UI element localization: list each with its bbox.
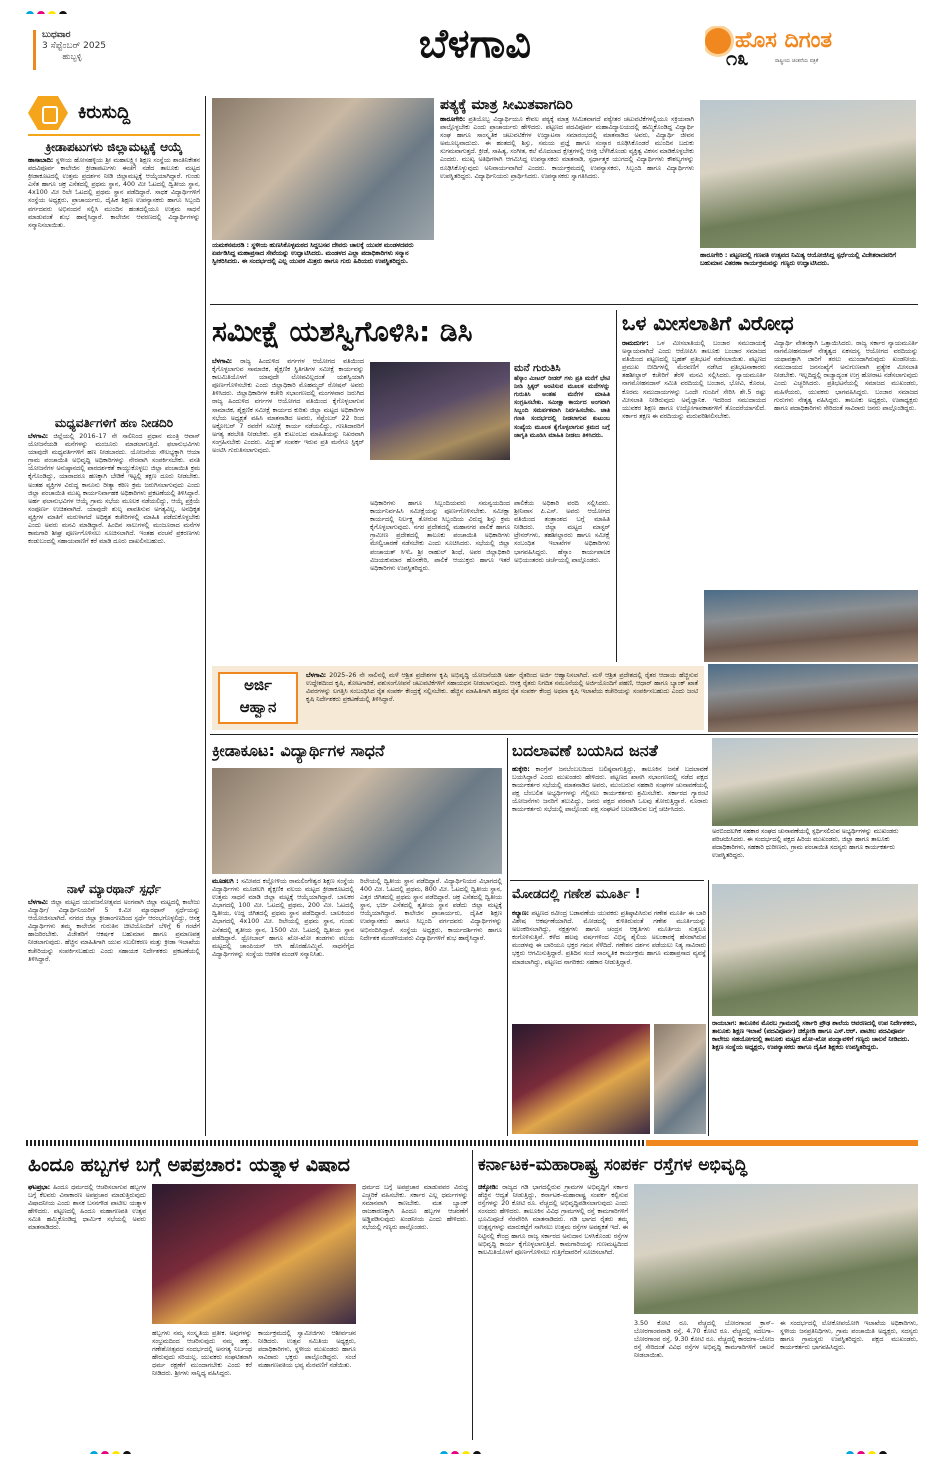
story-text: ಕಾಂಗ್ರೆಸ್ ಜನಬೆಂಬಲದಿಂದ ಬಲಿಷ್ಠವಾಗುತ್ತಿದ್ದು, ತಾಲೂಕಿನ ಜನತೆ ಬದಲಾವಣೆ ಬಯಸಿದ್ದಾರೆ ಎಂದು ಮುಖಂಡರು ಹೇಳಿದರು. ಪಟ್ಟಣದ ಖಾಸಗಿ ಸಭಾಂಗಣದಲ್ಲಿ ನಡೆದ ಪಕ್ಷದ ಕಾರ್ಯಕರ್ತರ ಸಭೆಯಲ್ಲಿ ಮಾತನಾಡಿದ ಅವರು, ಮುಂಬರುವ ಸಹಕಾರಿ ಸಂಘಗಳ ಚುನಾವಣೆಯಲ್ಲಿ ಪಕ್ಷ ಬೆಂಬಲಿತ ಅಭ್ಯರ್ಥಿಗಳನ್ನು ಗೆಲ್ಲಿಸಲು ಕಾರ್ಯಕರ್ತರು ಶ್ರಮಿಸಬೇಕು. ಸರ್ಕಾರದ ಗ್ಯಾರಂಟಿ ಯೋಜನೆಗಳು ಜನರಿಗೆ ತಲುಪಿದ್ದು, ಜನರು ಪಕ್ಷದ ಪರವಾಗಿ ಒಲವು ತೋರುತ್ತಿದ್ದಾರೆ. ನೂರಾರು ಕಾರ್ಯಕರ್ತರು ಸಭೆಯಲ್ಲಿ ಪಾಲ್ಗೊಂಡು ಪಕ್ಷ ಸಂಘಟನೆ ಬಲಪಡಿಸುವ ಬಗ್ಗೆ ಚರ್ಚಿಸಿದರು.: [512, 766, 708, 814]
roads-body-c: 3.50 ಕೋಟಿ ರೂ. ವೆಚ್ಚದಲ್ಲಿ ಬೋರಗಾಂವ ಕ್ರಾಸ್‌–ಬೋರಗಾಂವವಾಡಿ ರಸ್ತೆ, 4.70 ಕೋಟಿ ರೂ. ವೆಚ್ಚದಲ್ಲಿ ಸದಲಗಾ–ಬೋರಗಾಂವ ರಸ್ತೆ, 9.30 ಕೋಟಿ ರೂ. ವೆಚ್ಚದಲ್ಲಿ ಕಾರದಗಾ–ಬೋಜ ರಸ್ತೆ ಸೇರಿದಂತೆ ವಿವಿಧ ರಸ್ತೆಗಳ ಅಭಿವೃದ್ಧಿ ಕಾಮಗಾರಿಗಳಿಗೆ ಚಾಲನೆ ನೀಡಲಾಯಿತು.: [634, 1320, 774, 1360]
story-headline: ಪತ್ಯಕ್ಕೆ ಮಾತ್ರ ಸೀಮಿತವಾಗದಿರಿ: [440, 97, 573, 113]
dateline: ರಾಮದುರ್ಗ:: [622, 340, 649, 347]
pointing-hand-icon: [28, 96, 68, 130]
kreeda-body-left: [212, 878, 354, 1136]
story-text: ಸಮೀಪದ ಕಲ್ಲೋಳಿಯ ರಾಮಲಿಂಗೇಶ್ವರ ಶಿಕ್ಷಣ ಸಂಸ್ಥೆಯ ವಿದ್ಯಾರ್ಥಿಗಳು ಮೂಡಲಗಿ ಶೈಕ್ಷಣಿಕ ವಲಯ ಮಟ್ಟದ ಕ್ರೀಡಾಕೂಟದಲ್ಲಿ ಉತ್ತಮ ಸಾಧನೆ ಮಾಡಿ ಜಿಲ್ಲಾ ಮಟ್ಟಕ್ಕೆ ಆಯ್ಕೆಯಾಗಿದ್ದಾರೆ. ಬಾಲಕರ ವಿಭಾಗದಲ್ಲಿ 100 ಮೀ. ಓಟದಲ್ಲಿ ಪ್ರಥಮ, 200 ಮೀ. ಓಟದಲ್ಲಿ ದ್ವಿತೀಯ, ಉದ್ದ ಜಿಗಿತದಲ್ಲಿ ಪ್ರಥಮ ಸ್ಥಾನ ಪಡೆದಿದ್ದಾರೆ. ಬಾಲಕಿಯರ ವಿಭಾಗದಲ್ಲಿ 4x100 ಮೀ. ರಿಲೇಯಲ್ಲಿ ಪ್ರಥಮ ಸ್ಥಾನ, ಗುಂಡು ಎಸೆತದಲ್ಲಿ ತೃತೀಯ ಸ್ಥಾನ, 1500 ಮೀ. ಓಟದಲ್ಲಿ ದ್ವಿತೀಯ ಸ್ಥಾನ ಪಡೆದಿದ್ದಾರೆ. ಥ್ರೋಬಾಲ್ ಹಾಗೂ ಖೋ-ಖೋ ತಂಡಗಳು ವಲಯ ಮಟ್ಟದಲ್ಲಿ ಚಾಂಪಿಯನ್ ಆಗಿ ಹೊರಹೊಮ್ಮಿವೆ. ಸಾಧನೆಗೈದ ವಿದ್ಯಾರ್ಥಿಗಳನ್ನು ಸಂಸ್ಥೆಯ ಆಡಳಿತ ಮಂಡಳಿ ಸನ್ಮಾನಿಸಿತು.: [212, 878, 354, 958]
story-text: ಪಟ್ಟಣದ ರವೀಂದ್ರ ಬಡಾವಣೆಯ ಯುವಕರು ಪ್ರತಿಷ್ಠಾಪಿಸಿರುವ ಗಣೇಶ ಮೂರ್ತಿ ಈ ಬಾರಿ ವಿಶೇಷ ಆಕರ್ಷಣೆಯಾಗಿದೆ. ಮೋಡದಲ್ಲಿ ಕುಳಿತಿರುವಂತೆ ಗಣೇಶ ಮೂರ್ತಿಯನ್ನು ಅಲಂಕರಿಸಲಾಗಿದ್ದು, ನಕ್ಷತ್ರಗಳು ಹಾಗೂ ಚಂದ್ರನ ಆಕೃತಿಗಳು ಮೂರ್ತಿಯ ಸುತ್ತಲೂ ಕಂಗೊಳಿಸುತ್ತಿವೆ. ಕಳೆದ ಹಲವು ವರ್ಷಗಳಿಂದ ವಿಭಿನ್ನ ಶೈಲಿಯ ಅಲಂಕಾರಕ್ಕೆ ಹೆಸರಾಗಿರುವ ಮಂಡಳವು ಈ ಬಾರಿಯೂ ಭಕ್ತರ ಗಮನ ಸೆಳೆದಿದೆ. ಗಣೇಶನ ದರ್ಶನ ಪಡೆಯಲು ನಿತ್ಯ ಸಾವಿರಾರು ಭಕ್ತರು ಆಗಮಿಸುತ್ತಿದ್ದಾರೆ. ಪ್ರತಿದಿನ ಸಂಜೆ ಸಾಂಸ್ಕೃತಿಕ ಕಾರ್ಯಕ್ರಮ ಹಾಗೂ ಮಹಾಪ್ರಸಾದ ವ್ಯವಸ್ಥೆ ಮಾಡಲಾಗಿದ್ದು, ಪಟ್ಟಣದ ನಾಗರಿಕರು ಸಹಕಾರ ನೀಡುತ್ತಿದ್ದಾರೆ.: [512, 910, 706, 966]
photo-students: [212, 768, 502, 874]
mane-gurutisi-box: [514, 362, 610, 500]
story-body: [28, 899, 200, 964]
arji-ahvana-box: [212, 666, 704, 730]
bottom-divider-accent: [646, 1140, 918, 1146]
ola-body-right: ವಿದ್ಯಾರ್ಥಿ ವೇತನಕ್ಕಾಗಿ ಒತ್ತಾಯಿಸಿದರು. ರಾಜ್ಯ ಸರ್ಕಾರ ನ್ಯಾಯಮೂರ್ತಿ ನಾಗಮೋಹನದಾಸ್ ನೇತೃತ್ವದ ಏಕಸದಸ್ಯ ಆಯೋಗದ ವರದಿಯನ್ನು ಯಥಾವತ್ತಾಗಿ ಜಾರಿಗೆ ತರಲು ಮುಂದಾಗಿರುವುದು ಖಂಡನೀಯ. ಸಮುದಾಯದ ಜನಸಂಖ್ಯೆಗೆ ಅನುಗುಣವಾಗಿ ಪ್ರತ್ಯೇಕ ಮೀಸಲಾತಿ ನೀಡಬೇಕು. ಇಲ್ಲದಿದ್ದಲ್ಲಿ ರಾಜ್ಯಾದ್ಯಂತ ಉಗ್ರ ಹೋರಾಟ ನಡೆಸಲಾಗುವುದು ಎಂದು ಎಚ್ಚರಿಸಿದರು. ಪ್ರತಿಭಟನೆಯಲ್ಲಿ ಸಮಾಜದ ಮುಖಂಡರು, ಮಹಿಳೆಯರು, ಯುವಕರು ಭಾಗವಹಿಸಿದ್ದರು. ಬಂಜಾರ ಸಮಾಜದ ಗುರುಗಳು ನೇತೃತ್ವ ವಹಿಸಿದ್ದರು. ತಾಲೂಕು ಅಧ್ಯಕ್ಷರು, ಉಪಾಧ್ಯಕ್ಷರು ಹಾಗೂ ಪದಾಧಿಕಾರಿಗಳು ಸೇರಿದಂತೆ ಸಾವಿರಾರು ಜನರು ಪಾಲ್ಗೊಂಡಿದ್ದರು.: [774, 340, 918, 412]
masthead-date-block: [33, 30, 163, 70]
photo-dc-meeting: [370, 362, 510, 460]
dateline: ಕಲ್ಯಾಣ:: [512, 910, 529, 917]
yatnal-body-c: ಕಾರ್ಯಕ್ರಮದಲ್ಲಿ ಸ್ವಾಮೀಜಿಗಳು ಆಶೀರ್ವಚನ ನೀಡಿದರು. ಉತ್ಸವ ಸಮಿತಿಯ ಅಧ್ಯಕ್ಷರು, ಪದಾಧಿಕಾರಿಗಳು, ಸ್ಥಳೀಯ ಮುಖಂಡರು ಹಾಗೂ ಸಾವಿರಾರು ಭಕ್ತರು ಪಾಲ್ಗೊಂಡಿದ್ದರು. ಸಂಜೆ ಮಹಾಗಣಪತಿಯ ಭವ್ಯ ಮೆರವಣಿಗೆ ನಡೆಯಿತು.: [258, 1330, 356, 1370]
box-body: ಹೆಸ್ಕಾಂ ಮೀಟರ್ ರೀಡರ್ ಗಳು ಪ್ರತಿ ಮನೆಗೆ ಭೇಟಿ ನೀಡಿ ಸ್ಟಿಕ್ಕರ್ ಅಂಟಿಸುವ ಮೂಲಕ ಮನೆಗಳನ್ನು ಗುರುತಿಸಿ ಅಂತಹ ಮನೆಗಳ ಮಾಹಿತಿ ಸಂಗ್ರಹಿಸಬೇಕು. ಸಮೀಕ್ಷಾ ಕಾರ್ಯದ ಅಂಗವಾಗಿ ಸಿಬ್ಬಂದಿ ಸಮರ್ಪಕವಾಗಿ ನಿರ್ವಹಿಸಬೇಕು. ಜಾತಿ ಗಣತಿ ಸಂದರ್ಭದಲ್ಲಿ ನೀಡಲಾಗುವ ಕುಟುಂಬ ಸಂಖ್ಯೆಯ ಮೂಲಕ ಕೈಗೊಳ್ಳಲಾಗುವ ಕ್ರಮದ ಬಗ್ಗೆ ಜಾಗೃತಿ ಮೂಡಿಸಿ ಮಾಹಿತಿ ನೀಡಲು ತಿಳಿಸಿದರು.: [514, 375, 610, 439]
story-headline-kreeda: ಕ್ರೀಡಾಕೂಟ: ವಿದ್ಯಾರ್ಥಿಗಳ ಸಾಧನೆ: [212, 741, 385, 760]
photo-raybag: [712, 884, 918, 1016]
kirusuddi-rule: [28, 134, 200, 136]
yatnal-body-d: ಧರ್ಮದ ಬಗ್ಗೆ ಅಪಪ್ರಚಾರ ಮಾಡುವವರ ವಿರುದ್ಧ ಎಚ್ಚರಿಕೆ ವಹಿಸಬೇಕು. ಸರ್ಕಾರ ಎಲ್ಲ ಧರ್ಮಗಳನ್ನು ಸಮಾನವಾಗಿ ಕಾಣಬೇಕು. ಮತ ಬ್ಯಾಂಕ್ ರಾಜಕಾರಣಕ್ಕಾಗಿ ಹಿಂದೂ ಹಬ್ಬಗಳ ಆಚರಣೆಗೆ ಅಡ್ಡಿಪಡಿಸುವುದು ಖಂಡನೀಯ ಎಂದು ಹೇಳಿದರು. ಸಭೆಯಲ್ಲಿ ಗಣ್ಯರು ಪಾಲ್ಗೊಂಡರು.: [362, 1184, 468, 1232]
photo-road-inauguration: [634, 1184, 918, 1314]
photo-yamakanamaradi: [212, 98, 434, 240]
kirusuddi-header: [28, 96, 198, 130]
story-headline: ಕ್ರೀಡಾಪಟುಗಳು ಜಿಲ್ಲಾಮಟ್ಟಕ್ಕೆ ಆಯ್ಕೆ: [45, 140, 183, 154]
yatnal-body-a: [28, 1184, 146, 1440]
story-body: [440, 116, 694, 181]
story-ola-meesalati: [622, 310, 918, 662]
page-number: ೧೩: [726, 46, 749, 70]
masthead-city: ಹುಬ್ಬಳ್ಳಿ: [62, 52, 82, 61]
arji-label-line2: ಆಹ್ವಾನ: [239, 698, 277, 716]
dateline: ಹುಕ್ಕೇರಿ:: [512, 766, 530, 773]
registration-dots-top: [26, 4, 86, 14]
column-rule-5: [472, 1150, 473, 1440]
story-body: [28, 433, 200, 546]
story-headline-ganesha: ಮೋಡದಲ್ಲಿ ಗಣೇಶ ಮೂರ್ತಿ !: [512, 887, 641, 902]
story-marathon: [28, 882, 200, 1132]
story-headline: ಒಳ ಮೀಸಲಾತಿಗೆ ವಿರೋಧ: [622, 311, 794, 335]
dateline: ಮೂಡಲಗಿ :: [212, 878, 239, 885]
photo-ganesha-idol: [512, 1024, 650, 1134]
photo-caption: ಹಾರೂಗೇರಿ : ಪಟ್ಟಣದಲ್ಲಿ ಗಣಪತಿ ಉತ್ಸವದ ನಿಮಿತ್ಯ ಆಯೋಜಿಸಿದ್ದ ಸ್ಪರ್ಧೆಯಲ್ಲಿ ವಿಜೇತರಾದವರಿಗೆ ಬಹುಮಾನ ವಿತರಣಾ ಕಾರ್ಯಕ್ರಮವನ್ನು ಗಣ್ಯರು ಉದ್ಘಾಟಿಸಿದರು.: [700, 252, 897, 267]
brand-tagline: ರಾಷ್ಟ್ರೀಯ ಚಿಂತನೆಯ ಪತ್ರಿಕೆ: [775, 58, 819, 64]
masthead-date: 3 ಸೆಪ್ಟೆಂಬರ್ 2025: [42, 41, 107, 51]
story-text: ಸ್ಥಳೀಯ ಹೋಸಹಳ್ಳಿಯ ಶ್ರೀ ಮಹಾಲಕ್ಷ್ಮೀ ಶಿಕ್ಷಣ ಸಂಸ್ಥೆಯ ಶಾಂತಿನಿಕೇತನ ಪದವಿಪೂರ್ವ ಕಾಲೇಜಿನ ಕ್ರೀಡಾಪಟುಗಳು ಈಚೆಗೆ ನಡೆದ ತಾಲೂಕು ಮಟ್ಟದ ಕ್ರೀಡಾಕೂಟದಲ್ಲಿ ಉತ್ತಮ ಪ್ರದರ್ಶನ ನೀಡಿ ಜಿಲ್ಲಾಮಟ್ಟಕ್ಕೆ ಆಯ್ಕೆಯಾಗಿದ್ದಾರೆ. ಗುಂಡು ಎಸೆತ ಹಾಗೂ ಚಕ್ರ ಎಸೆತದಲ್ಲಿ ಪ್ರಥಮ ಸ್ಥಾನ, 400 ಮೀ ಓಟದಲ್ಲಿ ದ್ವಿತೀಯ ಸ್ಥಾನ, 4x100 ಮೀ ರಿಲೇ ಓಟದಲ್ಲಿ ಪ್ರಥಮ ಸ್ಥಾನ ಪಡೆದಿದ್ದಾರೆ. ಸಾಧಕ ವಿದ್ಯಾರ್ಥಿಗಳಿಗೆ ಸಂಸ್ಥೆಯ ಅಧ್ಯಕ್ಷರು, ಪ್ರಾಚಾರ್ಯರು, ದೈಹಿಕ ಶಿಕ್ಷಣ ಉಪನ್ಯಾಸಕರು ಹಾಗೂ ಸಿಬ್ಬಂದಿ ವರ್ಗದವರು ಅಭಿನಂದನೆ ಸಲ್ಲಿಸಿ ಮುಂದಿನ ಹಂತದಲ್ಲಿಯೂ ಉತ್ತಮ ಸಾಧನೆ ಮಾಡುವಂತೆ ಶುಭ ಹಾರೈಸಿದ್ದಾರೆ. ಕಾಲೇಜಿನ ಆವರಣದಲ್ಲಿ ವಿದ್ಯಾರ್ಥಿಗಳನ್ನು ಸನ್ಮಾನಿಸಲಾಯಿತು.: [28, 157, 200, 229]
kreeda-body-right: ರಿಲೇಯಲ್ಲಿ ದ್ವಿತೀಯ ಸ್ಥಾನ ಪಡೆದಿದ್ದಾರೆ. ವಿದ್ಯಾರ್ಥಿನಿಯರ ವಿಭಾಗದಲ್ಲಿ 400 ಮೀ. ಓಟದಲ್ಲಿ ಪ್ರಥಮ, 800 ಮೀ. ಓಟದಲ್ಲಿ ದ್ವಿತೀಯ ಸ್ಥಾನ, ಎತ್ತರ ಜಿಗಿತದಲ್ಲಿ ಪ್ರಥಮ ಸ್ಥಾನ ಪಡೆದಿದ್ದಾರೆ. ಚಕ್ರ ಎಸೆತದಲ್ಲಿ ದ್ವಿತೀಯ ಸ್ಥಾನ, ಭರ್ಚಿ ಎಸೆತದಲ್ಲಿ ತೃತೀಯ ಸ್ಥಾನ ಪಡೆದು ಜಿಲ್ಲಾ ಮಟ್ಟಕ್ಕೆ ಆಯ್ಕೆಯಾಗಿದ್ದಾರೆ. ಕಾಲೇಜಿನ ಪ್ರಾಚಾರ್ಯರು, ದೈಹಿಕ ಶಿಕ್ಷಣ ಉಪನ್ಯಾಸಕರು ಹಾಗೂ ಸಿಬ್ಬಂದಿ ವರ್ಗದವರು ವಿದ್ಯಾರ್ಥಿಗಳನ್ನು ಅಭಿನಂದಿಸಿದ್ದಾರೆ. ಸಂಸ್ಥೆಯ ಅಧ್ಯಕ್ಷರು, ಕಾರ್ಯದರ್ಶಿಗಳು ಹಾಗೂ ನಿರ್ದೇಶಕ ಮಂಡಳಿಯವರು ವಿದ್ಯಾರ್ಥಿಗಳಿಗೆ ಶುಭ ಹಾರೈಸಿದ್ದಾರೆ.: [360, 878, 502, 942]
photo-yatnal-event: [152, 1184, 356, 1324]
top-row-rule: [210, 304, 918, 305]
kirusuddi-title: ಕಿರುಸುದ್ದಿ: [78, 102, 131, 123]
photo-caption: ರಾಯಬಾಗ: ತಾಲೂಕಿನ ಮೊರಬ ಗ್ರಾಮದಲ್ಲಿ ಸರ್ಕಾರಿ ಪ್ರೌಢ ಶಾಲೆಯ ಆವರಣದಲ್ಲಿ ಉಪ ನಿರ್ದೇಶಕರು, ತಾಲೂಕು ಶಿಕ್ಷಣ ಇಲಾಖೆ (ಪದವಿಪೂರ್ವ) ಚಿಕ್ಕೋಡಿ ಹಾಗೂ ಎಸ್.ಆರ್. ಪಾಟೀಲ ಪದವಿಪೂರ್ವ ಕಾಲೇಜು ಸಹಯೋಗದಲ್ಲಿ ತಾಲೂಕು ಮಟ್ಟದ ಖೋ-ಖೋ ಪಂದ್ಯಾವಳಿಗೆ ಗಣ್ಯರು ಚಾಲನೆ ನೀಡಿದರು. ಶಿಕ್ಷಣ ಸಂಸ್ಥೆಯ ಅಧ್ಯಕ್ಷರು, ಉಪನ್ಯಾಸಕರು ಹಾಗೂ ದೈಹಿಕ ಶಿಕ್ಷಕರು ಉಪಸ್ಥಿತರಿದ್ದರು.: [712, 1020, 918, 1051]
box-headline: ಮನೆ ಗುರುತಿಸಿ: [514, 363, 561, 374]
story-text: ಪ್ರತಿಯೊಬ್ಬ ವಿದ್ಯಾರ್ಥಿಯೂ ಕೇವಲ ಪಠ್ಯಕ್ಕೆ ಮಾತ್ರ ಸೀಮಿತವಾಗದೆ ಪಠ್ಯೇತರ ಚಟುವಟಿಕೆಗಳಲ್ಲಿಯೂ ಸಕ್ರಿಯವಾಗಿ ಪಾಲ್ಗೊಳ್ಳಬೇಕು ಎಂದು ಪ್ರಾಚಾರ್ಯರು ಹೇಳಿದರು. ಪಟ್ಟಣದ ಪದವಿಪೂರ್ವ ಮಹಾವಿದ್ಯಾಲಯದಲ್ಲಿ ಹಮ್ಮಿಕೊಂಡಿದ್ದ ವಿದ್ಯಾರ್ಥಿ ಸಂಘ ಹಾಗೂ ಸಾಂಸ್ಕೃತಿಕ ಚಟುವಟಿಕೆಗಳ ಉದ್ಘಾಟನಾ ಸಮಾರಂಭದಲ್ಲಿ ಮಾತನಾಡಿದ ಅವರು, ವಿದ್ಯಾರ್ಥಿ ಜೀವನ ಅಮೂಲ್ಯವಾದುದು. ಈ ಹಂತದಲ್ಲಿ ಶಿಸ್ತು, ಸಮಯ ಪ್ರಜ್ಞೆ ಹಾಗೂ ಸಂಸ್ಕಾರ ರೂಢಿಸಿಕೊಂಡರೆ ಮುಂದಿನ ಬದುಕು ಸುಗಮವಾಗುತ್ತದೆ. ಕ್ರೀಡೆ, ಸಾಹಿತ್ಯ, ಸಂಗೀತ, ಕಲೆ ಮೊದಲಾದ ಕ್ಷೇತ್ರಗಳಲ್ಲಿ ಆಸಕ್ತಿ ಬೆಳೆಸಿಕೊಂಡು ವ್ಯಕ್ತಿತ್ವ ವಿಕಸನ ಮಾಡಿಕೊಳ್ಳಬೇಕು ಎಂದರು. ಮುಖ್ಯ ಅತಿಥಿಗಳಾಗಿ ಆಗಮಿಸಿದ್ದ ಉಪನ್ಯಾಸಕರು ಮಾತನಾಡಿ, ಸ್ಪರ್ಧಾತ್ಮಕ ಯುಗದಲ್ಲಿ ವಿದ್ಯಾರ್ಥಿಗಳು ಕೌಶಲ್ಯಗಳನ್ನು ರೂಢಿಸಿಕೊಳ್ಳುವುದು ಅನಿವಾರ್ಯವಾಗಿದೆ ಎಂದರು. ಕಾರ್ಯಕ್ರಮದಲ್ಲಿ ಉಪನ್ಯಾಸಕರು, ಸಿಬ್ಬಂದಿ ಹಾಗೂ ವಿದ್ಯಾರ್ಥಿಗಳು ಉಪಸ್ಥಿತರಿದ್ದರು. ವಿದ್ಯಾರ್ಥಿನಿಯರು ಪ್ರಾರ್ಥಿಸಿದರು. ಉಪನ್ಯಾಸಕರು ಸ್ವಾಗತಿಸಿದರು.: [440, 116, 694, 180]
story-text: ಒಳ ಮೀಸಲಾತಿಯಲ್ಲಿ ಬಂಜಾರ ಸಮುದಾಯಕ್ಕೆ ಅನ್ಯಾಯವಾಗಿದೆ ಎಂದು ಆರೋಪಿಸಿ ತಾಲೂಕು ಬಂಜಾರ ಸಮಾಜದ ವತಿಯಿಂದ ಪಟ್ಟಣದಲ್ಲಿ ಬೃಹತ್ ಪ್ರತಿಭಟನೆ ನಡೆಸಲಾಯಿತು. ಪಟ್ಟಣದ ಪ್ರಮುಖ ಬೀದಿಗಳಲ್ಲಿ ಮೆರವಣಿಗೆ ನಡೆಸಿದ ಪ್ರತಿಭಟನಾಕಾರರು ತಹಶೀಲ್ದಾರ್ ಕಚೇರಿಗೆ ತೆರಳಿ ಮನವಿ ಸಲ್ಲಿಸಿದರು. ನ್ಯಾಯಮೂರ್ತಿ ನಾಗಮೋಹನದಾಸ್ ಸಮಿತಿ ವರದಿಯಲ್ಲಿ ಬಂಜಾರ, ಭೋವಿ, ಕೊರಚ, ಕೊರಮ ಸಮುದಾಯಗಳನ್ನು ಒಂದೇ ಗುಂಪಿಗೆ ಸೇರಿಸಿ ಶೇ.5 ರಷ್ಟು ಮೀಸಲಾತಿ ನೀಡಿರುವುದು ಅವೈಜ್ಞಾನಿಕ. ಇದರಿಂದ ಸಮುದಾಯದ ಯುವಕರ ಶಿಕ್ಷಣ ಹಾಗೂ ಉದ್ಯೋಗಾವಕಾಶಗಳಿಗೆ ತೊಂದರೆಯಾಗಲಿದೆ. ಸರ್ಕಾರ ತಕ್ಷಣ ಈ ವರದಿಯನ್ನು ಮರುಪರಿಶೀಲಿಸಬೇಕು.: [622, 340, 766, 420]
story-patyakke: [440, 96, 694, 302]
story-headline-dc: ಸಮೀಕ್ಷೆ ಯಶಸ್ವಿಗೊಳಿಸಿ: ಡಿಸಿ: [212, 315, 473, 348]
brand-name: ಹೊಸ ದಿಗಂತ: [735, 28, 833, 53]
dc-body-mid: ಅಧಿಕಾರಿಗಳು ಹಾಗೂ ಸಿಬ್ಬಂದಿಯವರು ಸಮನ್ವಯದಿಂದ ಕಾರ್ಯನಿರ್ವಹಿಸಿ ಸಮೀಕ್ಷೆಯನ್ನು ಪೂರ್ಣಗೊಳಿಸಬೇಕು. ಸಮೀಕ್ಷಾ ಕಾರ್ಯದಲ್ಲಿ ನಿರ್ಲಕ್ಷ್ಯ ತೋರುವ ಸಿಬ್ಬಂದಿಯ ವಿರುದ್ಧ ಶಿಸ್ತು ಕ್ರಮ ಕೈಗೊಳ್ಳಲಾಗುವುದು. ನಗರ ಪ್ರದೇಶದಲ್ಲಿ ಮಹಾನಗರ ಪಾಲಿಕೆ ಹಾಗೂ ಗ್ರಾಮೀಣ ಪ್ರದೇಶದಲ್ಲಿ ತಾಲೂಕು ಪಂಚಾಯಿತಿ ಅಧಿಕಾರಿಗಳು ಮೇಲ್ವಿಚಾರಣೆ ನಡೆಸಬೇಕು ಎಂದು ಸೂಚಿಸಿದರು. ಸಭೆಯಲ್ಲಿ ಜಿಲ್ಲಾ ಪಂಚಾಯತ್ ಸಿಇಓ ಶ್ರೀ ರಾಹುಲ್ ಶಿಂಧೆ, ಅಪರ ಜಿಲ್ಲಾಧಿಕಾರಿ ವಿಜಯಕುಮಾರ ಹೊನಕೇರಿ, ಪಾಲಿಕೆ ಆಯುಕ್ತರು ಹಾಗೂ ಇತರೆ ಅಧಿಕಾರಿಗಳು ಉಪಸ್ಥಿತರಿದ್ದರು.: [370, 500, 510, 572]
arji-label-line1: ಅರ್ಜಿ: [244, 676, 272, 694]
photo-caption: ಯಮಕನಮರಡಿ : ಸ್ಥಳೀಯ ಹುಣಸಿಕೊಳ್ಳಮಠದ ಸಿದ್ದಬಸವ ದೇವರು ಚಾಲಕ್ಕೆ ಯುವಕ ಮಂಡಳದವರು ಏರ್ಪಡಿಸಿದ್ದ ಮಹಾಪ್ರಸಾದ ಸೇವೆಯನ್ನು ಉದ್ಘಾಟಿಸಿದರು. ಮಂಡಳದ ಎಲ್ಲಾ ಪದಾಧಿಕಾರಿಗಳು ಸನ್ಮಾನ ಸ್ವೀಕರಿಸಿದರು. ಈ ಸಂದರ್ಭದಲ್ಲಿ ಎಲ್ಲ ಯುವಕ ಮಿತ್ರರು ಹಾಗೂ ಗುರು ಹಿರಿಯರು ಉಪಸ್ಥಿತರಿದ್ದರು.: [212, 242, 414, 265]
story-headline-roads: ಕರ್ನಾಟಕ-ಮಹಾರಾಷ್ಟ್ರ ಸಂಪರ್ಕ ರಸ್ತೆಗಳ ಅಭಿವೃದ್ಧಿ: [478, 1155, 748, 1175]
ola-body-left: [622, 340, 766, 586]
story-text: ರಾಜ್ಯದ ಗಡಿ ಭಾಗದಲ್ಲಿರುವ ಗ್ರಾಮಗಳ ಅಭಿವೃದ್ಧಿಗೆ ಸರ್ಕಾರ ಹೆಚ್ಚಿನ ಆದ್ಯತೆ ನೀಡುತ್ತಿದ್ದು, ಕರ್ನಾಟಕ–ಮಹಾರಾಷ್ಟ್ರ ಸಂಪರ್ಕ ಕಲ್ಪಿಸುವ ರಸ್ತೆಗಳನ್ನು 20 ಕೋಟಿ ರೂ. ವೆಚ್ಚದಲ್ಲಿ ಅಭಿವೃದ್ಧಿಪಡಿಸಲಾಗುವುದು ಎಂದು ಸಂಸದರು ಹೇಳಿದರು. ತಾಲೂಕಿನ ವಿವಿಧ ಗ್ರಾಮಗಳಲ್ಲಿ ರಸ್ತೆ ಕಾಮಗಾರಿಗಳಿಗೆ ಭೂಮಿಪೂಜೆ ನೆರವೇರಿಸಿ ಮಾತನಾಡಿದರು.: [478, 1184, 628, 1224]
story-text: ರಾಜ್ಯ ಹಿಂದುಳಿದ ವರ್ಗಗಳ ಆಯೋಗದ ವತಿಯಿಂದ ಕೈಗೊಳ್ಳಲಾಗುವ ಸಾಮಾಜಿಕ, ಶೈಕ್ಷಣಿಕ ಸ್ಥಿತಿಗತಿಗಳ ಸಮೀಕ್ಷೆ ಕಾರ್ಯವನ್ನು ಕಾಲಮಿತಿಯೊಳಗೆ ಯಾವುದೇ ಲೋಪವಿಲ್ಲದಂತೆ ಯಶಸ್ವಿಯಾಗಿ ಪೂರ್ಣಗೊಳಿಸಬೇಕು ಎಂದು ಜಿಲ್ಲಾಧಿಕಾರಿ ಮೊಹಮ್ಮದ್ ರೋಷನ್ ಅವರು ತಿಳಿಸಿದರು. ಜಿಲ್ಲಾಧಿಕಾರಿಗಳ ಕಚೇರಿ ಸಭಾಂಗಣದಲ್ಲಿ ಮಂಗಳವಾರ ಜರುಗಿದ ರಾಜ್ಯ ಹಿಂದುಳಿದ ವರ್ಗಗಳ ಆಯೋಗದ ವತಿಯಿಂದ ಕೈಗೊಳ್ಳಲಾಗುವ ಸಾಮಾಜಿಕ, ಶೈಕ್ಷಣಿಕ ಸಮೀಕ್ಷೆ ಕಾರ್ಯದ ಕುರಿತು ಜಿಲ್ಲಾ ಮಟ್ಟದ ಅಧಿಕಾರಿಗಳ ಸಭೆಯ ಅಧ್ಯಕ್ಷತೆ ವಹಿಸಿ ಮಾತನಾಡಿದ ಅವರು, ಸೆಪ್ಟೆಂಬರ್ 22 ರಿಂದ ಅಕ್ಟೋಬರ್ 7 ರವರೆಗೆ ಸಮೀಕ್ಷೆ ಕಾರ್ಯ ನಡೆಯಲಿದ್ದು, ಗಣತಿದಾರರಿಗೆ ಅಗತ್ಯ ತರಬೇತಿ ನೀಡಬೇಕು. ಪ್ರತಿ ಕುಟುಂಬದ ಮಾಹಿತಿಯನ್ನು ನಿಖರವಾಗಿ ಸಂಗ್ರಹಿಸಬೇಕು ಎಂದರು. ವಿದ್ಯುತ್ ಸಂಪರ್ಕ ಇರುವ ಪ್ರತಿ ಮನೆಗೂ ಸ್ಟಿಕ್ಕರ್ ಅಂಟಿಸಿ ಗುರುತಿಸಲಾಗುವುದು.: [212, 358, 364, 455]
photo-harugeri: [700, 100, 916, 248]
story-text: ಜಿಲ್ಲೆಯಲ್ಲಿ 2016–17 ನೇ ಸಾಲಿನಿಂದ ಪ್ರಧಾನ ಮಂತ್ರಿ ಆವಾಸ್ ಯೋಜನೆಯಡಿ ಮನೆಗಳನ್ನು ಮಂಜೂರು ಮಾಡಲಾಗುತ್ತಿದೆ. ಫಲಾನುಭವಿಗಳು ಯಾವುದೇ ಮಧ್ಯವರ್ತಿಗಳಿಗೆ ಹಣ ನೀಡಬಾರದು. ಯೋಜನೆಯ ಸೌಲಭ್ಯಕ್ಕಾಗಿ ಆಯಾ ಗ್ರಾಮ ಪಂಚಾಯಿತಿ ಅಭಿವೃದ್ಧಿ ಅಧಿಕಾರಿಗಳನ್ನು ನೇರವಾಗಿ ಸಂಪರ್ಕಿಸಬೇಕು. ವಸತಿ ಯೋಜನೆಗಳ ಅನುಷ್ಠಾನದಲ್ಲಿ ಪಾರದರ್ಶಕತೆ ಕಾಯ್ದುಕೊಳ್ಳಲು ಜಿಲ್ಲಾ ಪಂಚಾಯಿತಿ ಕ್ರಮ ಕೈಗೊಂಡಿದ್ದು, ಯಾರಾದರೂ ಹಣಕ್ಕಾಗಿ ಬೇಡಿಕೆ ಇಟ್ಟಲ್ಲಿ ತಕ್ಷಣ ದೂರು ನೀಡಬೇಕು. ಅಂತಹ ವ್ಯಕ್ತಿಗಳ ವಿರುದ್ಧ ಕಾನೂನು ರೀತ್ಯಾ ಕಠಿಣ ಕ್ರಮ ಜರುಗಿಸಲಾಗುವುದು ಎಂದು ಜಿಲ್ಲಾ ಪಂಚಾಯಿತಿ ಮುಖ್ಯ ಕಾರ್ಯನಿರ್ವಾಹಕ ಅಧಿಕಾರಿಗಳು ಪ್ರಕಟಣೆಯಲ್ಲಿ ತಿಳಿಸಿದ್ದಾರೆ. ಅರ್ಹ ಫಲಾನುಭವಿಗಳ ಆಯ್ಕೆ ಗ್ರಾಮ ಸಭೆಯ ಮೂಲಕ ನಡೆಯಲಿದ್ದು, ಆಯ್ಕೆ ಪ್ರಕ್ರಿಯೆ ಸಂಪೂರ್ಣ ಉಚಿತವಾಗಿದೆ. ಯಾವುದೇ ಶುಲ್ಕ ಪಾವತಿಸುವ ಅಗತ್ಯವಿಲ್ಲ. ಅನಧಿಕೃತ ವ್ಯಕ್ತಿಗಳ ಮಾತಿಗೆ ಮರುಳಾಗದೆ ಅಧಿಕೃತ ಕಚೇರಿಗಳಲ್ಲಿ ಮಾಹಿತಿ ಪಡೆದುಕೊಳ್ಳಬೇಕು ಎಂದು ಅವರು ಮನವಿ ಮಾಡಿದ್ದಾರೆ. ಹಿಂದಿನ ಸಾಲುಗಳಲ್ಲಿ ಮಂಜೂರಾದ ಮನೆಗಳ ಕಾಮಗಾರಿ ಶೀಘ್ರ ಪೂರ್ಣಗೊಳಿಸಲು ಸೂಚಿಸಲಾಗಿದೆ. ಇಂತಹ ವಂಚನೆ ಪ್ರಕರಣಗಳು ಕಂಡುಬಂದಲ್ಲಿ ಸಹಾಯವಾಣಿಗೆ ಕರೆ ಮಾಡಿ ದೂರು ದಾಖಲಿಸಬಹುದು.: [28, 433, 200, 546]
roads-body-a: [478, 1184, 628, 1440]
yatnal-body-b: ಹಬ್ಬಗಳು ನಮ್ಮ ಸಂಸ್ಕೃತಿಯ ಪ್ರತೀಕ. ಅವುಗಳನ್ನು ಸಂಭ್ರಮದಿಂದ ಆಚರಿಸುವುದು ನಮ್ಮ ಹಕ್ಕು. ಗಣೇಶೋತ್ಸವದ ಸಂದರ್ಭದಲ್ಲಿ ಅನಗತ್ಯ ನಿರ್ಬಂಧ ಹೇರುವುದು ಸರಿಯಲ್ಲ. ಯುವಕರು ಸಂಘಟಿತರಾಗಿ ಧರ್ಮ ರಕ್ಷಣೆಗೆ ಮುಂದಾಗಬೇಕು ಎಂದು ಕರೆ ನೀಡಿದರು. ಶ್ರೀಗಳು ಸಾನ್ನಿಧ್ಯ ವಹಿಸಿದ್ದರು.: [152, 1330, 252, 1378]
story-text: ಜಿಲ್ಲಾ ಮಟ್ಟದ ಯುವಜನೋತ್ಸವದ ಅಂಗವಾಗಿ ಜಿಲ್ಲಾ ಮಟ್ಟದಲ್ಲಿ ಕಾಲೇಜು ವಿದ್ಯಾರ್ಥಿ/ ವಿದ್ಯಾರ್ಥಿನಿಯರಿಗೆ 5 ಕಿ.ಮೀ ಮ್ಯಾರಥಾನ್ ಸ್ಪರ್ಧೆಯನ್ನು ಆಯೋಜಿಸಲಾಗಿದೆ. ನಗರದ ಜಿಲ್ಲಾ ಕ್ರೀಡಾಂಗಣದಿಂದ ಸ್ಪರ್ಧೆ ಆರಂಭಗೊಳ್ಳಲಿದ್ದು, ಆಸಕ್ತ ವಿದ್ಯಾರ್ಥಿಗಳು ತಮ್ಮ ಕಾಲೇಜಿನ ಗುರುತಿನ ಚೀಟಿಯೊಂದಿಗೆ ಬೆಳಿಗ್ಗೆ 6 ಗಂಟೆಗೆ ಹಾಜರಿರಬೇಕು. ವಿಜೇತರಿಗೆ ಆಕರ್ಷಕ ಬಹುಮಾನ ಹಾಗೂ ಪ್ರಮಾಣಪತ್ರ ನೀಡಲಾಗುವುದು. ಹೆಚ್ಚಿನ ಮಾಹಿತಿಗಾಗಿ ಯುವ ಸಬಲೀಕರಣ ಮತ್ತು ಕ್ರೀಡಾ ಇಲಾಖೆಯ ಕಚೇರಿಯನ್ನು ಸಂಪರ್ಕಿಸಬಹುದು ಎಂದು ಸಹಾಯಕ ನಿರ್ದೇಶಕರು ಪ್ರಕಟಣೆಯಲ್ಲಿ ತಿಳಿಸಿದ್ದಾರೆ.: [28, 899, 200, 963]
dc-body-left: [212, 358, 364, 658]
story-madhyavarti: [28, 416, 200, 876]
masthead-day: ಬುಧವಾರ: [42, 30, 71, 40]
mid-rule: [210, 734, 918, 735]
dateline: ಹಾಸಾಬಾದಿ:: [28, 157, 54, 164]
ganesha-body: [512, 910, 706, 1020]
roads-body-d: ಈ ಸಂದರ್ಭದಲ್ಲಿ ಲೋಕೋಪಯೋಗಿ ಇಲಾಖೆಯ ಅಧಿಕಾರಿಗಳು, ಸ್ಥಳೀಯ ಜನಪ್ರತಿನಿಧಿಗಳು, ಗ್ರಾಮ ಪಂಚಾಯಿತಿ ಅಧ್ಯಕ್ಷರು, ಸದಸ್ಯರು ಹಾಗೂ ಗ್ರಾಮಸ್ಥರು ಉಪಸ್ಥಿತರಿದ್ದರು. ಪಕ್ಷದ ಮುಖಂಡರು, ಕಾರ್ಯಕರ್ತರು ಭಾಗವಹಿಸಿದ್ದರು.: [780, 1320, 918, 1352]
column-rule-2: [616, 310, 617, 662]
story-headline: ನಾಳೆ ಮ್ಯಾರಥಾನ್ ಸ್ಪರ್ಧೆ: [66, 882, 162, 896]
section-name: ಬೆಳಗಾವಿ: [418, 20, 532, 67]
photo-protest: [704, 590, 918, 662]
photo-caption: ಅರಬಿಂದಲಗಿಕ ಸಹಕಾರ ಸಂಘದ ಚುನಾವಣೆಯಲ್ಲಿ ಸ್ಪರ್ಧಿಸಲಿರುವ ಅಭ್ಯರ್ಥಿಗಳನ್ನು ಮುಖಂಡರು ಪರಿಚಯಿಸಿದರು. ಈ ಸಂದರ್ಭದಲ್ಲಿ ಪಕ್ಷದ ಹಿರಿಯ ಮುಖಂಡರು, ಜಿಲ್ಲಾ ಹಾಗೂ ತಾಲೂಕು ಪದಾಧಿಕಾರಿಗಳು, ಸಹಕಾರಿ ಧುರೀಣರು, ಗ್ರಾಮ ಪಂಚಾಯಿತಿ ಸದಸ್ಯರು ಹಾಗೂ ಕಾರ್ಯಕರ್ತರು ಉಪಸ್ಥಿತರಿದ್ದರು.: [712, 828, 899, 859]
dateline: ಬೆಳಗಾವಿ:: [28, 899, 49, 906]
dateline: ಘಟಪ್ರಭಾ:: [28, 1184, 51, 1191]
story-headline: ಮಧ್ಯವರ್ತಿಗಳಿಗೆ ಹಣ ನೀಡದಿರಿ: [54, 416, 174, 430]
dateline: ಬೆಳಗಾವಿ:: [28, 433, 49, 440]
story-headline-yatnal: ಹಿಂದೂ ಹಬ್ಬಗಳ ಬಗ್ಗೆ ಅಪಪ್ರಚಾರ: ಯತ್ನಾಳ ವಿಷಾದ: [28, 1154, 350, 1176]
photo-meeting-hukkeri: [712, 738, 918, 826]
arji-body: [306, 672, 698, 726]
column-rule-4: [708, 880, 709, 1136]
registration-dots-bottom-right: [846, 1444, 906, 1454]
story-body: [28, 157, 200, 230]
photo-protest-2: [708, 664, 918, 732]
story-kreedapatugalu: [28, 140, 200, 440]
column-rule-3: [507, 738, 508, 1136]
masthead: [0, 0, 945, 70]
dateline: ಬೆಳಗಾವಿ:: [212, 358, 233, 365]
registration-dots-bottom-mid: [440, 1444, 500, 1454]
story-text-2: ಗಡಿ ಭಾಗದ ರೈತರು ತಮ್ಮ ಉತ್ಪನ್ನಗಳನ್ನು ಮಾರುಕಟ್ಟೆಗೆ ಸಾಗಿಸಲು ಉತ್ತಮ ರಸ್ತೆಗಳ ಅವಶ್ಯಕತೆ ಇದೆ. ಈ ನಿಟ್ಟಿನಲ್ಲಿ ಕೇಂದ್ರ ಹಾಗೂ ರಾಜ್ಯ ಸರ್ಕಾರದ ಅನುದಾನ ಬಳಸಿಕೊಂಡು ರಸ್ತೆಗಳ ಅಭಿವೃದ್ಧಿ ಕಾರ್ಯ ಕೈಗೊಳ್ಳಲಾಗುತ್ತಿದೆ. ಕಾಮಗಾರಿಯನ್ನು ಗುಣಮಟ್ಟದಿಂದ ಕಾಲಮಿತಿಯೊಳಗೆ ಪೂರ್ಣಗೊಳಿಸಲು ಗುತ್ತಿಗೆದಾರರಿಗೆ ಸೂಚಿಸಲಾಗಿದೆ.: [478, 1216, 628, 1256]
dateline: ಹಾರೂಗೇರಿ:: [440, 116, 466, 123]
story-text: ಹಿಂದೂ ಧರ್ಮದಲ್ಲಿ ಆಚರಿಸಲಾಗುವ ಹಬ್ಬಗಳ ಬಗ್ಗೆ ಕೆಲವರು ವಿನಾಕಾರಣ ಅಪಪ್ರಚಾರ ಮಾಡುತ್ತಿರುವುದು ವಿಷಾದನೀಯ ಎಂದು ಶಾಸಕ ಬಸನಗೌಡ ಪಾಟೀಲ ಯತ್ನಾಳ ಹೇಳಿದರು. ಪಟ್ಟಣದಲ್ಲಿ ಹಿಂದೂ ಮಹಾಗಣಪತಿ ಉತ್ಸವ ಸಮಿತಿ ಹಮ್ಮಿಕೊಂಡಿದ್ದ ಧಾರ್ಮಿಕ ಸಭೆಯಲ್ಲಿ ಅವರು ಮಾತನಾಡಿದರು.: [28, 1184, 146, 1232]
dc-body-right: ಪಾಲಿಕೆಯ ಅಧಿಕಾರಿ ವರದಿ ಸಲ್ಲಿಸಿದರು. ಶ್ರೀನಿವಾಸ ಪಿ.ಎಸ್. ಅವರು ಆಯೋಗದ ವತಿಯಿಂದ ತಂತ್ರಾಂಶದ ಬಗ್ಗೆ ಮಾಹಿತಿ ನೀಡಿದರು. ಜಿಲ್ಲಾ ಮಟ್ಟದ ಮಾಸ್ಟರ್ ಟ್ರೇನರ್‌ಗಳು, ತಹಶೀಲ್ದಾರರು ಹಾಗೂ ಸಮೀಕ್ಷೆ ಸಂಬಂಧಿತ ಇಲಾಖೆಗಳ ಅಧಿಕಾರಿಗಳು ಭಾಗವಹಿಸಿದ್ದರು. ಹೆಸ್ಕಾಂ ಕಾರ್ಯಪಾಲಕ ಅಭಿಯಂತರರು ಚರ್ಚೆಯಲ್ಲಿ ಪಾಲ್ಗೊಂಡರು.: [514, 500, 610, 564]
registration-dots-bottom-left: [90, 1444, 150, 1454]
dateline: ಬೆಳಗಾವಿ:: [306, 672, 327, 679]
column-rule-1: [205, 96, 206, 1136]
arji-label: [218, 672, 298, 724]
rule-badalavane: [510, 880, 704, 881]
badalavane-body: [512, 766, 708, 876]
story-text: 2025–26 ನೇ ಸಾಲಿನಲ್ಲಿ ಮಳೆ ಆಶ್ರಿತ ಪ್ರದೇಶಗಳ ಕೃಷಿ ಅಭಿವೃದ್ಧಿ ಯೋಜನೆಯಡಿ ಅರ್ಹ ರೈತರಿಂದ ಅರ್ಜಿ ಆಹ್ವಾನಿಸಲಾಗಿದೆ. ಮಳೆ ಆಶ್ರಿತ ಪ್ರದೇಶದಲ್ಲಿ ರೈತರ ಆದಾಯ ಹೆಚ್ಚಿಸುವ ಉದ್ದೇಶದಿಂದ ಕೃಷಿ, ತೋಟಗಾರಿಕೆ, ಪಶುಸಂಗೋಪನೆ ಚಟುವಟಿಕೆಗಳಿಗೆ ಸಹಾಯಧನ ನೀಡಲಾಗುವುದು. ಆಸಕ್ತ ರೈತರು ನಿಗದಿತ ನಮೂನೆಯಲ್ಲಿ ಅರ್ಜಿಯೊಂದಿಗೆ ಪಹಣಿ, ಆಧಾರ್ ಹಾಗೂ ಬ್ಯಾಂಕ್ ಖಾತೆ ವಿವರಗಳನ್ನು ಲಗತ್ತಿಸಿ ಸಂಬಂಧಿಸಿದ ರೈತ ಸಂಪರ್ಕ ಕೇಂದ್ರಕ್ಕೆ ಸಲ್ಲಿಸಬೇಕು. ಹೆಚ್ಚಿನ ಮಾಹಿತಿಗಾಗಿ ಹತ್ತಿರದ ರೈತ ಸಂಪರ್ಕ ಕೇಂದ್ರ ಅಥವಾ ಕೃಷಿ ಇಲಾಖೆಯ ಕಚೇರಿಯನ್ನು ಸಂಪರ್ಕಿಸಬಹುದು ಎಂದು ಜಂಟಿ ಕೃಷಿ ನಿರ್ದೇಶಕರು ಪ್ರಕಟಣೆಯಲ್ಲಿ ತಿಳಿಸಿದ್ದಾರೆ.: [306, 672, 698, 704]
photo-person: [654, 1024, 706, 1134]
story-headline-badalavane: ಬದಲಾವಣೆ ಬಯಸಿದ ಜನತೆ: [512, 741, 658, 760]
dateline: ಚಿಕ್ಕೋಡಿ:: [478, 1184, 499, 1191]
